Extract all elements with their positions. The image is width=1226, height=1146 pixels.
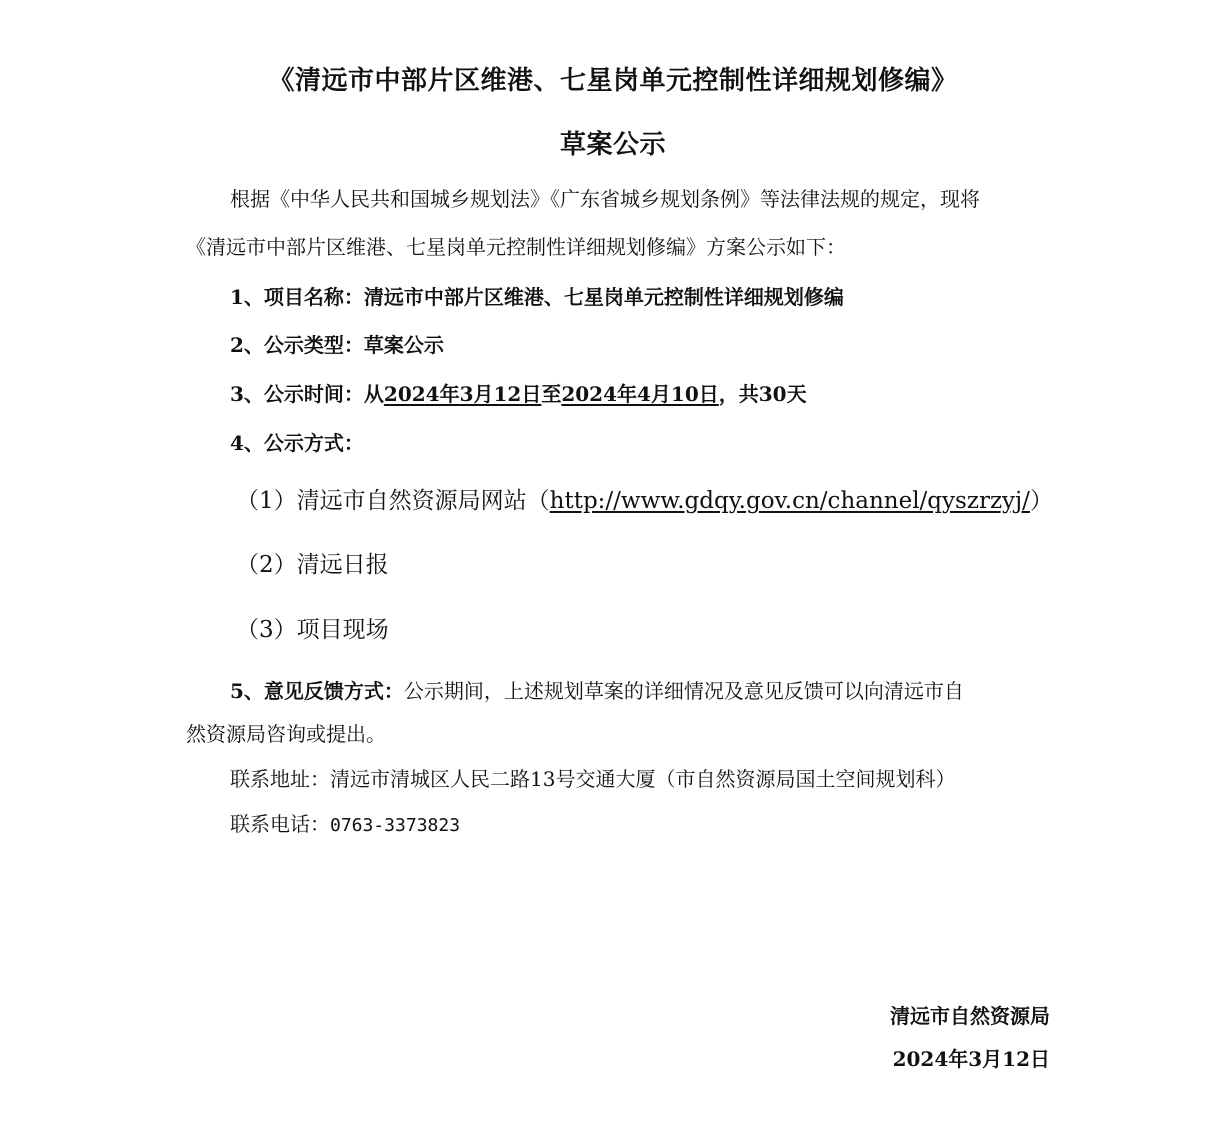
item-notice-type (230, 331, 444, 359)
method-website-prefix: （1）清远市自然资源局网站（ (236, 488, 550, 514)
contact-phone-label: 联系电话： (230, 812, 330, 836)
document-subtitle: 草案公示 (559, 130, 666, 160)
feedback-paragraph-line-1 (230, 677, 964, 705)
website-link[interactable]: http://www.gdqy.gov.cn/channel/qyszrzyj/ (549, 488, 1030, 514)
feedback-paragraph-line-2: 然资源局咨询或提出。 (186, 722, 386, 746)
method-website-suffix: ） (1029, 488, 1053, 514)
method-website (236, 486, 1053, 516)
notice-type-value: 草案公示 (363, 333, 444, 357)
notice-start-date: 2024年3月12日 (383, 382, 542, 406)
project-name-value: 清远市中部片区维港、七星岗单元控制性详细规划修编 (363, 285, 844, 309)
signature-date: 2024年3月12日 (892, 1047, 1050, 1071)
item-notice-method: 4、公示方式： (230, 431, 364, 455)
signature-organization: 清远市自然资源局 (890, 1004, 1050, 1028)
method-newspaper: （2）清远日报 (236, 552, 389, 578)
method-site: （3）项目现场 (236, 617, 389, 643)
intro-paragraph-line-2: 《清远市中部片区维港、七星岗单元控制性详细规划修编》方案公示如下： (186, 235, 846, 259)
notice-period-days: ，共30天 (718, 382, 807, 406)
notice-end-date: 2024年4月10日 (561, 382, 719, 406)
notice-period-label: 3、公示时间：从 (230, 382, 384, 406)
project-name-label: 1、项目名称： (230, 285, 364, 309)
contact-address: 联系地址：清远市清城区人民二路13号交通大厦（市自然资源局国土空间规划科） (230, 767, 956, 791)
intro-paragraph-line-1: 根据《中华人民共和国城乡规划法》《广东省城乡规划条例》等法律法规的规定，现将 (230, 187, 980, 211)
notice-type-label: 2、公示类型： (230, 333, 364, 357)
item-project-name (230, 283, 844, 311)
contact-phone (230, 810, 460, 840)
feedback-text-1: 公示期间，上述规划草案的详细情况及意见反馈可以向清远市自 (403, 679, 964, 703)
item-notice-period (230, 380, 807, 408)
contact-phone-value: 0763-3373823 (330, 815, 461, 836)
document-title: 《清远市中部片区维港、七星岗单元控制性详细规划修编》 (268, 66, 958, 96)
feedback-label: 5、意见反馈方式： (230, 679, 404, 703)
notice-period-to: 至 (541, 382, 562, 406)
